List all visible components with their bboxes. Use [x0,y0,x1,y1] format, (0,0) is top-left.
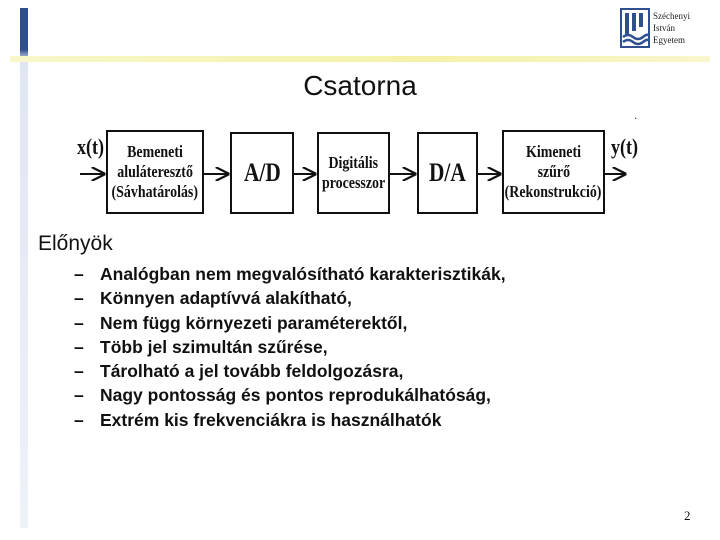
block-label: processzor [321,173,386,192]
list-item-text: Nem függ környezeti paraméterektől, [100,312,408,333]
bullet-dash: – [74,312,84,333]
logo-line: Egyetem [653,35,685,45]
bullet-dash: – [74,336,84,357]
list-item-text: Tárolható a jel tovább feldolgozásra, [100,361,404,382]
list-item-text: Analógban nem megvalósítható karakterisztikák, [100,264,506,284]
university-logo [620,8,712,54]
list-item-text: Könnyen adaptívvá alakítható, [100,288,352,309]
logo-emblem-icon [620,8,650,48]
input-signal-label: x(t) [76,134,105,159]
block-label: (Rekonstrukció) [505,182,602,201]
digital-processor-block [317,132,390,214]
block-diagram [70,128,640,220]
block-label: Bemeneti [127,142,183,161]
block-label: Kimeneti [526,142,581,161]
logo-text [653,10,690,46]
block-label: Digitális [328,153,379,172]
block-label: aluláteresztő [117,162,193,181]
bullet-dash: – [74,385,84,406]
title-dot: . [634,108,638,122]
output-reconstruction-filter-block [502,130,605,214]
block-label: D/A [429,158,466,187]
block-label: (Sávhatárolás) [111,182,199,201]
block-label: A/D [243,158,281,187]
ad-converter-block [230,132,294,214]
input-lowpass-filter-block [106,130,204,214]
bullet-dash: – [74,361,84,382]
bullet-dash: – [74,288,84,309]
block-label: szűrő [537,162,570,181]
bullet-dash: – [74,264,84,284]
logo-line: Széchenyi [653,11,690,21]
list-item-text: Nagy pontosság és pontos reprodukálhatóság, [100,385,491,406]
list-item-text: Több jel szimultán szűrése, [100,336,328,357]
logo-line: István [653,23,675,33]
slide-title: Csatorna [303,70,417,101]
da-converter-block [417,132,478,214]
page-number: 2 [684,508,691,523]
list-item-text: Extrém kis frekvenciákra is használhatók [100,409,442,430]
bullet-dash: – [74,409,84,430]
advantages-heading: Előnyök [38,232,113,255]
header-band [10,56,710,62]
output-signal-label: y(t) [610,134,639,159]
